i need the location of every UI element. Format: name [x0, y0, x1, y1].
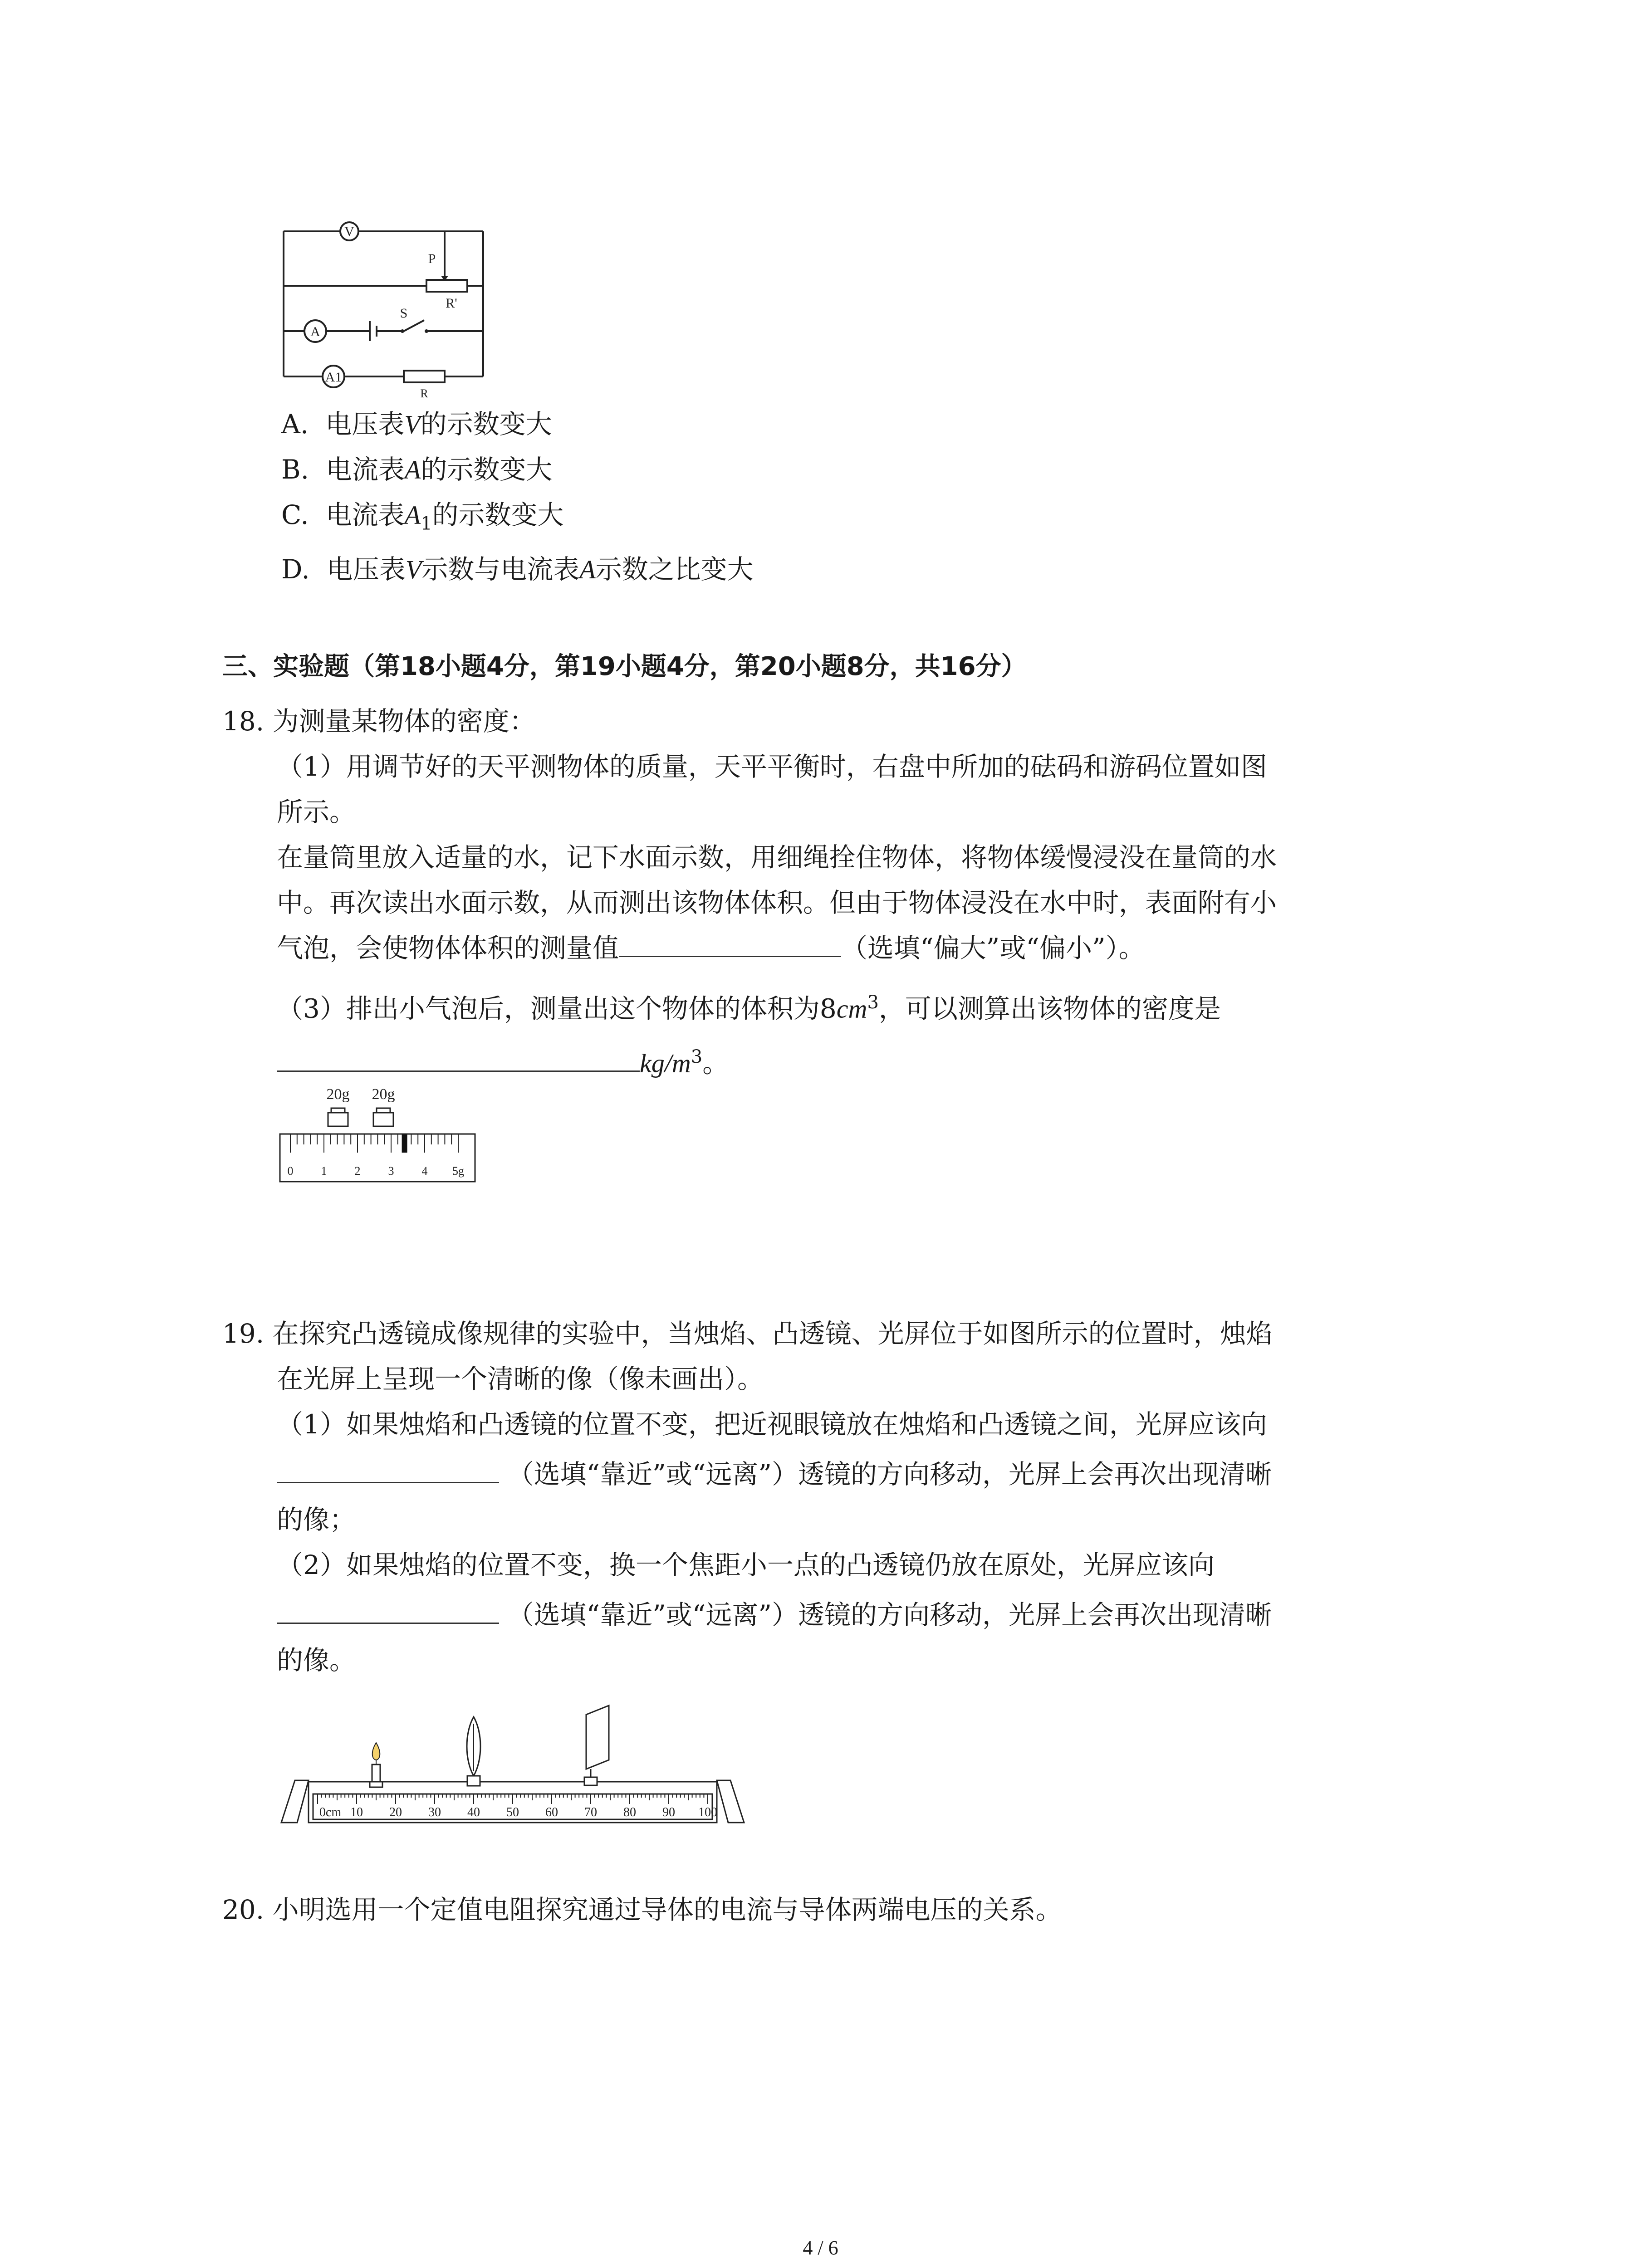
- bench-tick-label: 10: [350, 1805, 363, 1819]
- q19-stem-line1: 19. 在探究凸透镜成像规律的实验中，当烛焰、凸透镜、光屏位于如图所示的位置时，烛焰: [222, 1318, 1273, 1349]
- weight-label-1: 20g: [326, 1086, 350, 1103]
- rider-marker: [402, 1134, 407, 1153]
- q19-part2-line1: （2）如果烛焰的位置不变，换一个焦距小一点的凸透镜仍放在原处，光屏应该向: [277, 1549, 1215, 1580]
- bench-tick-label: 30: [428, 1805, 441, 1819]
- bench-tick-label: 80: [623, 1805, 636, 1819]
- q18-part1-cont: 所示。: [277, 797, 356, 827]
- bench-tick-label: 90: [662, 1805, 675, 1819]
- scale-tick-label: 0: [287, 1164, 294, 1178]
- q20-stem: 20. 小明选用一个定值电阻探究通过导体的电流与导体两端电压的关系。: [222, 1894, 1062, 1925]
- bench-leg-left: [281, 1780, 309, 1823]
- answer-blank-volume[interactable]: [619, 930, 841, 957]
- bench-tick-label: 50: [506, 1805, 519, 1819]
- q18-part3: （3）排出小气泡后，测量出这个物体的体积为$8cm^3$，可以测算出该物体的密度是: [277, 992, 1221, 1024]
- ammeter-label: A: [310, 324, 320, 339]
- switch-label: S: [400, 306, 408, 321]
- bench-tick-label: 20: [389, 1805, 402, 1819]
- q18-part2-line3: 气泡，会使物体体积的测量值 （选填“偏大”或“偏小”）。: [277, 930, 1145, 966]
- convex-lens-icon: [467, 1717, 480, 1786]
- option-c: C. 电流表$A_1$的示数变大: [281, 499, 564, 534]
- option-b: B. 电流表A的示数变大: [281, 454, 553, 485]
- bench-tick-label: 70: [584, 1805, 597, 1819]
- voltmeter-label: V: [344, 224, 354, 239]
- light-screen-icon: [584, 1706, 609, 1785]
- q18-part1: （1）用调节好的天平测物体的质量，天平平衡时，右盘中所加的砝码和游码位置如图: [277, 751, 1267, 782]
- candle-icon: [370, 1743, 382, 1787]
- q18-part2-line1: 在量筒里放入适量的水，记下水面示数，用细绳拴住物体，将物体缓慢浸没在量筒的水: [277, 842, 1277, 873]
- scale-tick-label: 3: [388, 1164, 394, 1178]
- q18-stem: 18. 为测量某物体的密度：: [222, 706, 536, 737]
- q19-part2-line3: 的像。: [277, 1645, 356, 1676]
- q19-part1-line2: （选填“靠近”或“远离”）透镜的方向移动，光屏上会再次出现清晰: [277, 1456, 1272, 1492]
- weight-icon: [373, 1113, 393, 1126]
- balance-figure: [274, 1082, 483, 1186]
- weight-label-2: 20g: [372, 1086, 395, 1103]
- slider-label: P: [428, 251, 436, 266]
- bench-leg-right: [717, 1780, 744, 1823]
- q19-part1-line1: （1）如果烛焰和凸透镜的位置不变，把近视眼镜放在烛焰和凸透镜之间，光屏应该向: [277, 1409, 1267, 1440]
- q18-part2-line2: 中。再次读出水面示数，从而测出该物体体积。但由于物体浸没在水中时，表面附有小: [277, 887, 1277, 918]
- scale-tick-label: 5g: [452, 1164, 464, 1178]
- optical-bench-figure: [272, 1696, 753, 1833]
- scale-tick-label: 2: [354, 1164, 361, 1178]
- bench-tick-label: 100: [698, 1805, 717, 1819]
- q18-part3-answer: $kg/m^3$。: [277, 1039, 729, 1081]
- q19-part1-line3: 的像；: [277, 1504, 356, 1535]
- bench-tick-label: 60: [545, 1805, 558, 1819]
- answer-blank-q19-1[interactable]: [277, 1457, 499, 1483]
- q19-stem-line2: 在光屏上呈现一个清晰的像（像未画出）。: [277, 1364, 764, 1394]
- bench-tick-label: 0cm: [319, 1805, 342, 1819]
- answer-blank-density[interactable]: [277, 1045, 640, 1072]
- page-number: 4 / 6: [803, 2237, 838, 2259]
- bench-tick-label: 40: [467, 1805, 480, 1819]
- scale-tick-label: 4: [421, 1164, 428, 1178]
- section-heading: 三、实验题（第18小题4分，第19小题4分，第20小题8分，共16分）: [222, 652, 1027, 681]
- resistor-label: R: [420, 387, 428, 400]
- q19-part2-line2: （选填“靠近”或“远离”）透镜的方向移动，光屏上会再次出现清晰: [277, 1597, 1272, 1633]
- option-a: A. 电压表V的示数变大: [281, 409, 552, 440]
- scale-tick-label: 1: [321, 1164, 327, 1178]
- ammeter1-label: A1: [325, 370, 342, 385]
- rheostat-label: R': [446, 296, 457, 311]
- answer-blank-q19-2[interactable]: [277, 1597, 499, 1624]
- circuit-diagram: [272, 218, 490, 404]
- weight-icon: [328, 1113, 348, 1126]
- option-d: D. 电压表V示数与电流表A示数之比变大: [281, 554, 754, 585]
